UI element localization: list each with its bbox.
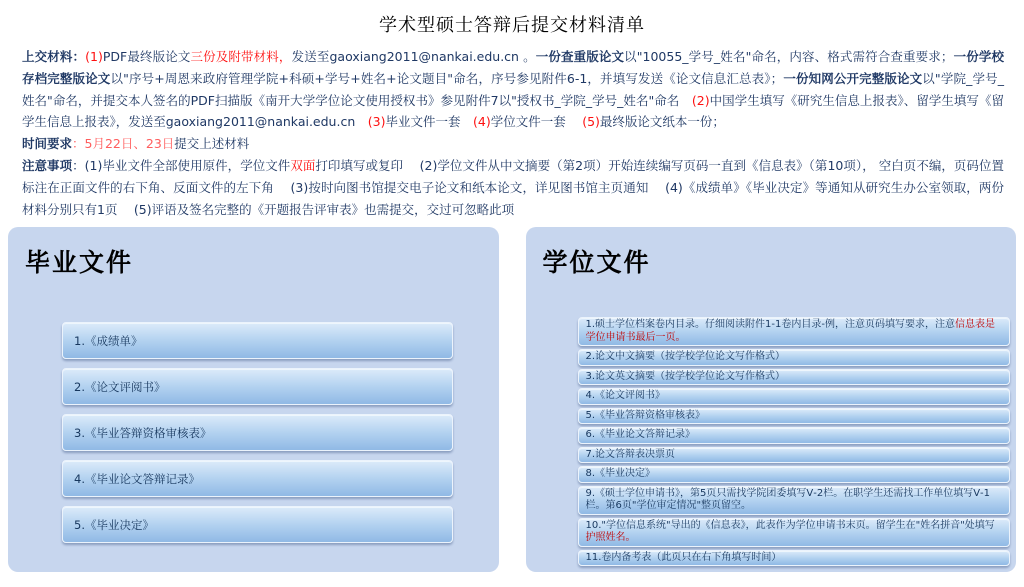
text-segment: 5.《毕业答辩资格审核表》 <box>585 409 706 421</box>
text-segment: 发送至gaoxiang2011@nankai.edu.cn 。 <box>291 49 536 64</box>
list-item <box>578 466 1011 483</box>
text-segment: (3) <box>367 114 386 130</box>
text-segment: 以"学院_学号_姓名"命名，并提交本人签名的PDF扫描版《南开大学学位论文使用授权书》参见附件7以"授权书_学院_学号_姓名"命名 <box>22 70 1004 108</box>
text-segment: PDF最终版论文 <box>102 49 191 64</box>
list-item <box>578 447 1011 464</box>
list-item <box>578 550 1011 567</box>
text-segment: 3.《毕业答辩资格审核表》 <box>74 425 212 440</box>
text-segment: 4.《毕业论文答辩记录》 <box>74 471 200 486</box>
text-segment: (1) <box>85 49 103 64</box>
list-item <box>578 388 1011 405</box>
paragraph-materials <box>22 46 1004 133</box>
text-segment: 双面 <box>290 157 316 173</box>
degree-panel-title: 学位文件 <box>542 248 651 278</box>
list-item <box>62 460 453 497</box>
text-segment: 提交上述材料 <box>174 136 250 152</box>
text-segment: 5.《毕业决定》 <box>74 517 154 532</box>
text-segment: (4) <box>473 114 491 130</box>
list-item <box>62 368 453 405</box>
graduation-files-panel <box>8 227 499 572</box>
text-segment: 护照姓名。 <box>585 532 636 544</box>
text-segment: 一份学校存档完整版论文 <box>22 49 1004 86</box>
text-segment: 三份及附带材料， <box>190 49 292 64</box>
text-segment: 2.《论文评阅书》 <box>74 379 166 394</box>
text-segment: 11.卷内备考表（此页只在右下角填写时间） <box>585 551 782 563</box>
text-segment: 1.硕士学位档案卷内目录。仔细阅读附件1-1卷内目录-例，注意页码填写要求，注意 <box>585 319 955 331</box>
text-segment: 1.《成绩单》 <box>74 333 143 348</box>
text-segment: 一份知网公开完整版论文 <box>783 70 923 86</box>
graduation-items-list <box>62 322 453 543</box>
degree-items-list <box>578 317 1011 566</box>
list-item <box>578 317 1011 346</box>
list-item <box>578 369 1011 386</box>
text-segment: 毕业文件一套 <box>385 114 473 130</box>
text-segment: 时间要求 <box>22 136 73 152</box>
list-item <box>578 486 1011 515</box>
list-item <box>62 414 453 451</box>
text-segment: 学位文件一套 <box>490 114 583 130</box>
paragraph-notes <box>22 155 1004 220</box>
paragraph-time-requirement <box>22 133 1004 155</box>
text-segment: 7.论文答辩表决票页 <box>585 448 676 460</box>
panels-row <box>0 227 1024 572</box>
text-segment: 2.论文中文摘要（按学校学位论文写作格式） <box>585 351 786 363</box>
text-segment: 3.论文英文摘要（按学校学位论文写作格式） <box>585 370 786 382</box>
body-text <box>22 46 1004 220</box>
degree-files-panel <box>526 227 1017 572</box>
text-segment: ：(1)毕业文件全部使用原件，学位文件 <box>72 157 291 173</box>
slide <box>0 11 1024 572</box>
list-item <box>62 322 453 359</box>
graduation-panel-title: 毕业文件 <box>25 248 134 278</box>
text-segment: 上交材料： <box>22 49 86 64</box>
text-segment: (5) <box>582 114 600 130</box>
text-segment: 信息表是学位申请书最后一页。 <box>585 319 995 343</box>
text-segment: 9.《硕士学位申请书》，第5页只需找学院团委填写Ⅴ-2栏。在职学生还需找工作单位填写Ⅴ-1栏。第6页"学位审定情况"整页留空。 <box>585 487 991 512</box>
text-segment: 打印填写或复印 (2)学位文件从中文摘要（第2项）开始连续编写页码一直到《信息表》（第10项）， 空白页不编，页码位置标注在正面文件的右下角、反面文件的左下角 (3)按时向图书馆提交电子论文和纸本论文，详见图书馆主页通知 (4)《成绩单》《毕业决定》等通知从研究生办公室领取，两份材料分别只有1页 (5)评语及签名完整的《开题报告评审表》也需提交，交过可忽略此项 <box>22 157 1004 217</box>
text-segment: (2) <box>691 92 710 108</box>
text-segment: 最终版论文纸本一份； <box>599 114 725 130</box>
list-item <box>62 506 453 543</box>
text-segment: 8.《毕业决定》 <box>585 468 656 480</box>
text-segment: 4.《论文评阅书》 <box>585 390 666 402</box>
list-item <box>578 349 1011 366</box>
list-item <box>578 427 1011 444</box>
text-segment: ：5月22日、23日 <box>72 136 175 152</box>
text-segment: 以"序号+周恩来政府管理学院+科硕+学号+姓名+论文题目"命名，序号参见附件6-1，并填写发送《论文信息汇总表》； <box>110 70 784 86</box>
text-segment: 6.《毕业论文答辩记录》 <box>585 429 696 441</box>
text-segment: 中国学生填写《研究生信息上报表》、留学生填写《留学生信息上报表》，发送至gaoxiang2011@nankai.edu.cn <box>22 92 1004 130</box>
list-item <box>578 408 1011 425</box>
text-segment: 一份查重版论文 <box>535 49 625 64</box>
text-segment: 10."学位信息系统"导出的《信息表》，此表作为学位申请书末页。留学生在"姓名拼音"处填写 <box>585 519 995 531</box>
text-segment: 注意事项 <box>22 157 73 173</box>
page-title: 学术型硕士答辩后提交材料清单 <box>379 15 645 36</box>
list-item <box>578 518 1011 547</box>
text-segment: 以"10055_学号_姓名"命名，内容、格式需符合查重要求； <box>624 49 954 64</box>
